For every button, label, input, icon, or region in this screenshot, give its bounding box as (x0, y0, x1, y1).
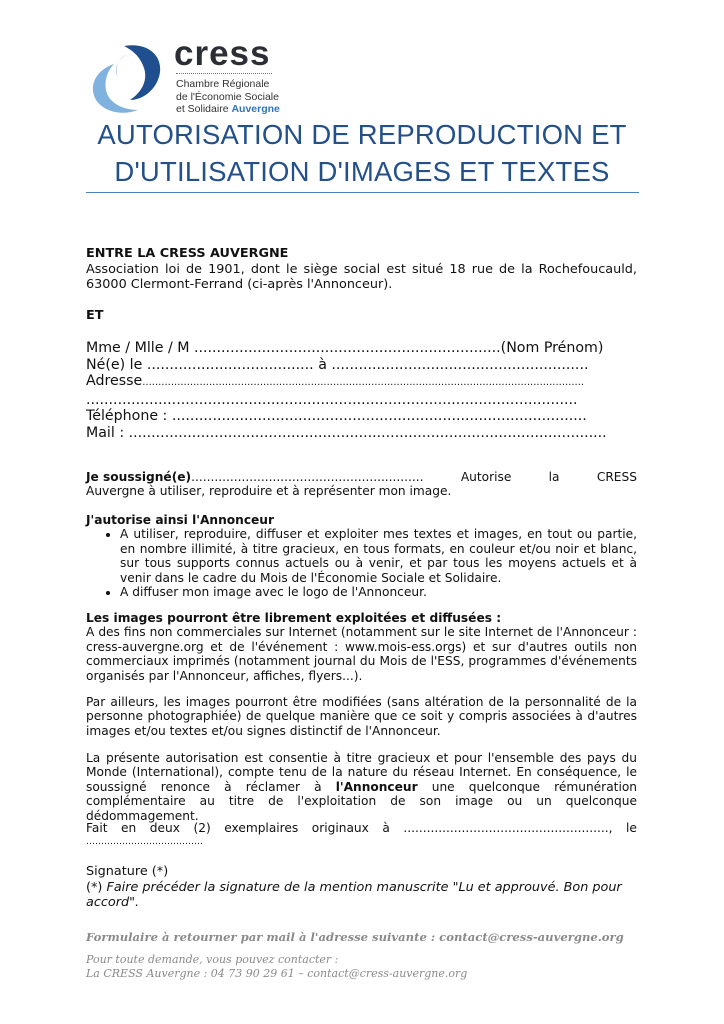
party-cress (86, 246, 637, 293)
place-field[interactable]: ....................................................., (403, 821, 613, 835)
party-cress-description: Association loi de 1901, dont le siège social est situé 18 rue de la Rochefoucauld, 63000 Clermont-Ferrand (ci-après l'Annonceur). (86, 261, 637, 292)
phone-field[interactable]: Téléphone : ............................................................................................ (86, 408, 587, 425)
authorization-section (86, 513, 637, 599)
logo-divider (176, 73, 272, 74)
usage-heading: Les images pourront être librement exploitées et diffusées : (86, 611, 502, 625)
title-divider (86, 192, 639, 193)
authorization-heading: J'autorise ainsi l'Annonceur (86, 513, 274, 527)
signature-section (86, 864, 637, 911)
birth-field[interactable]: Né(e) le ..................................... à ......................................................... (86, 356, 589, 373)
signature-note: (*) Faire précéder la signature de la mention manuscrite "Lu et approuvé. Bon pour accord". (86, 879, 622, 910)
identity-fields (86, 340, 637, 442)
cress-logo (84, 34, 284, 118)
party-cress-heading: ENTRE LA CRESS AUVERGNE (86, 246, 289, 261)
logo-wordmark: cress (174, 34, 271, 73)
footer-contact: Pour toute demande, vous pouvez contacter : La CRESS Auvergne : 04 73 90 29 61 – contact@cress-auvergne.org (86, 953, 468, 980)
signature-label: Signature (*) (86, 864, 169, 879)
free-consent-text: La présente autorisation est consentie à titre gracieux et pour l'ensemble des pays du Monde (International), compte tenu de la nature du réseau Internet. En conséquence, le soussigné renonce à réclamer à l'Annonceur une quelconque rémunération complémentaire au titre de l'exploitation de son image ou un quelconque dédommagement. (86, 751, 638, 823)
usage-section (86, 611, 637, 683)
mail-field[interactable]: Mail : .......................................................................................................... (86, 424, 607, 441)
place-date-section (86, 821, 637, 849)
list-item: • A diffuser mon image avec le logo de l'Annonceur. (120, 585, 637, 599)
logo-subtitle: Chambre Régionale de l'Économie Sociale et Solidaire Auvergne (176, 78, 280, 115)
authorization-list (86, 527, 637, 599)
date-field[interactable]: ………………………………… (86, 837, 203, 848)
modification-text: Par ailleurs, les images pourront être modifiées (sans altération de la personnalité de la personne photographiée) de quelque manière que ce soit y compris associées à d'autres images et/ou textes et/ou signes distinctif de l'Annonceur. (86, 695, 637, 738)
cress-swirl-icon (84, 40, 170, 118)
address-field[interactable]: Adresse........................................................................................................................................... (86, 373, 585, 390)
declaration-line: Je soussigné(e)............................................................ Autorise la CRESS (86, 470, 637, 484)
list-item: • A utiliser, reproduire, diffuser et exploiter mes textes et images, en tout ou partie, en nombre illimité, à titre gracieux, en tous formats, en couleur et/ou noir et blanc, sur tous supports connus actuels ou à venir, et par tous les moyens actuels et à venir dans le cadre du Mois de l'Économie Sociale et Solidaire. (120, 527, 637, 585)
party-et-heading: ET (86, 308, 104, 323)
usage-text: A des fins non commerciales sur Internet (notamment sur le site Internet de l'Annonceur : cress-auvergne.org et de l'événement : www.mois-ess.orgs) et sur d'autres outils non commerciaux imprimés (notamment journal du Mois de l'ESS, programmes d'événements organisés par l'Annonceur, affiches, flyers...). (86, 625, 637, 683)
place-date-line: Fait en deux (2) exemplaires originaux à ....................................................., le (86, 821, 637, 835)
address-field-continued[interactable]: ............................................................................................................. (86, 391, 578, 408)
name-field[interactable]: Mme / Mlle / M ....................................................................(Nom Prénom) (86, 340, 604, 356)
page-title: AUTORISATION DE REPRODUCTION ET D'UTILISATION D'IMAGES ET TEXTES (97, 119, 627, 187)
footer-return-instruction: Formulaire à retourner par mail à l'adresse suivante : contact@cress-auvergne.org (86, 930, 624, 944)
declaration: Je soussigné(e)............................................................ Autorise la CRESS Auvergne à utiliser, reproduire et à représenter mon image. (86, 470, 637, 499)
